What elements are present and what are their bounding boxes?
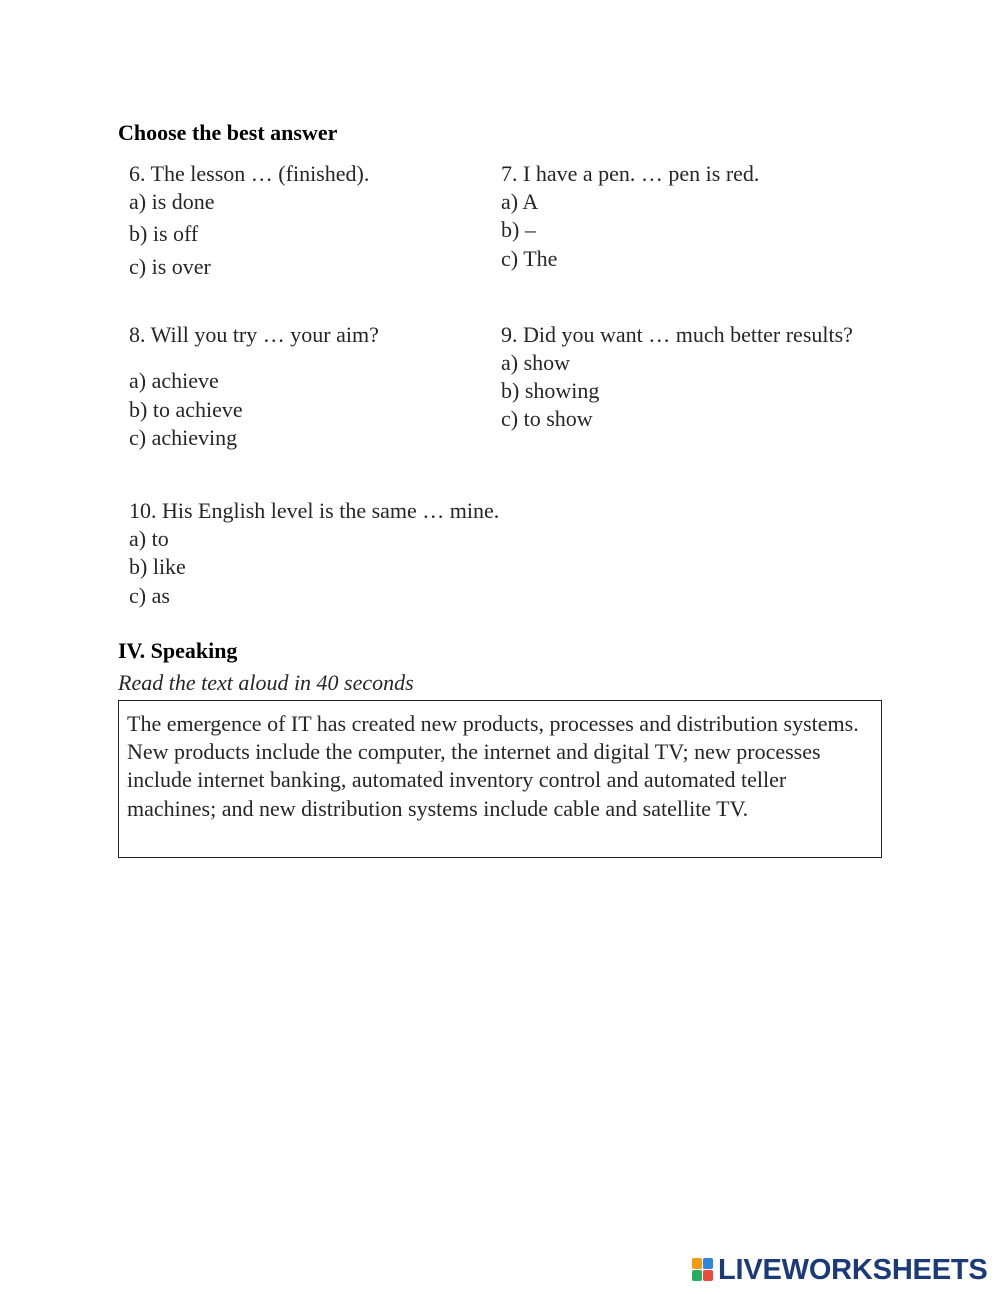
logo-wordmark: LIVEWORKSHEETS [718,1253,988,1286]
speaking-instruction: Read the text aloud in 40 seconds [118,670,414,695]
answer-option-a[interactable]: a) to [129,526,169,551]
answer-option-a[interactable]: a) A [501,189,539,214]
section-heading: Choose the best answer [118,120,338,145]
answer-option-b[interactable]: b) – [501,217,536,242]
answer-option-b[interactable]: b) to achieve [129,397,243,422]
answer-option-c[interactable]: c) to show [501,406,593,431]
question-prompt: 7. I have a pen. … pen is red. [501,161,760,186]
answer-option-c[interactable]: c) as [129,583,170,608]
speaking-heading: IV. Speaking [118,638,238,663]
answer-option-b[interactable]: b) is off [129,221,199,246]
logo-tiles-icon [692,1258,714,1282]
reading-passage-box [118,700,882,858]
question-prompt: 9. Did you want … much better results? [501,322,853,347]
answer-option-a[interactable]: a) is done [129,189,215,214]
question-prompt: 6. The lesson … (finished). [129,161,370,186]
answer-option-c[interactable]: c) The [501,246,558,271]
liveworksheets-logo [692,1254,988,1286]
answer-option-c[interactable]: c) achieving [129,425,238,450]
answer-option-a[interactable]: a) achieve [129,368,219,393]
answer-option-b[interactable]: b) showing [501,378,600,403]
answer-option-c[interactable]: c) is over [129,254,211,279]
question-prompt: 10. His English level is the same … mine. [129,498,500,523]
question-prompt: 8. Will you try … your aim? [129,322,379,347]
reading-passage: The emergence of IT has created new products, processes and distribution systems. New products include the computer, the internet and digital TV; new processes include internet banking, automated inventory control and automated teller machines; and new distribution systems include cable and satellite TV. [127,711,859,821]
answer-option-b[interactable]: b) like [129,554,186,579]
answer-option-a[interactable]: a) show [501,350,571,375]
